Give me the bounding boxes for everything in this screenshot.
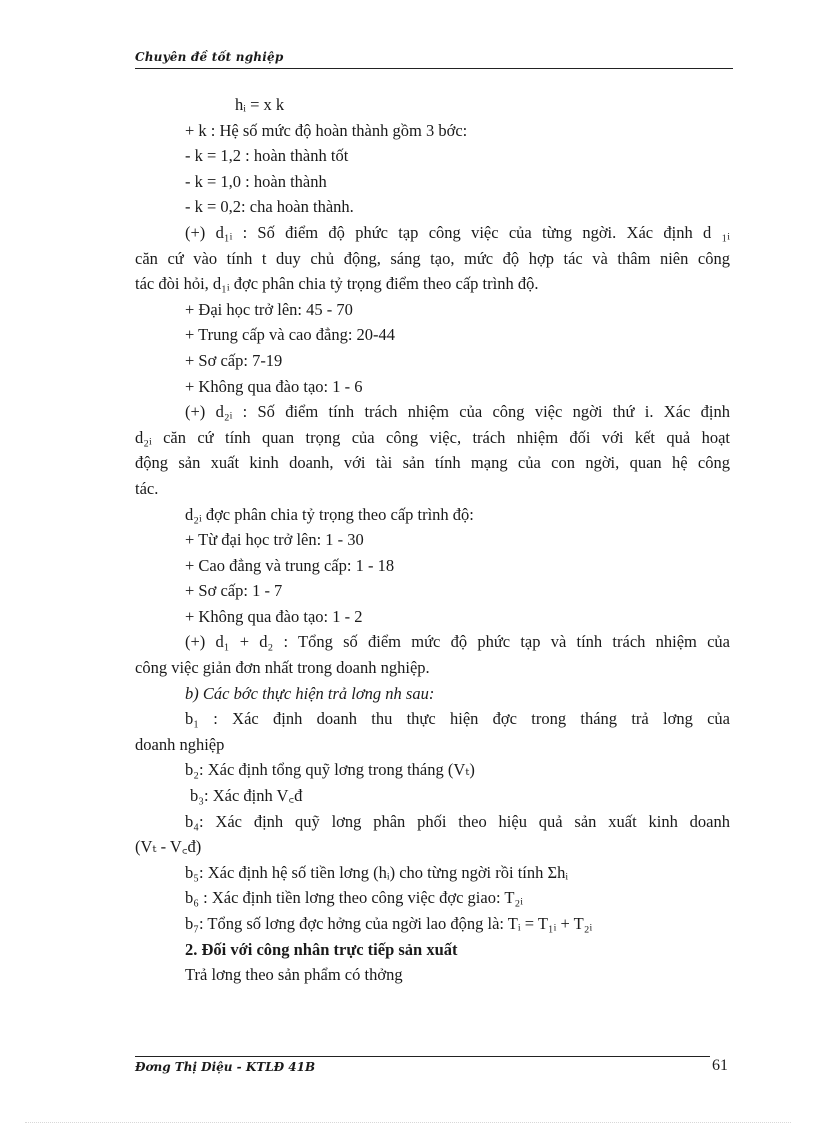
text-line: (+) d₁ᵢ : Số điểm độ phức tạp công việc của từng ngời. Xác định d ₁ᵢ bbox=[185, 222, 730, 242]
footer-rule bbox=[135, 1056, 710, 1057]
text-line: (+) d₁ + d₂ : Tổng số điểm mức độ phức tạp và tính trách nhiệm của bbox=[185, 632, 730, 652]
text-line: tác đòi hỏi, d₁ᵢ đợc phân chia tỷ trọng điểm theo cấp trình độ. bbox=[135, 274, 539, 294]
text-line: + Đại học trở lên: 45 - 70 bbox=[185, 299, 353, 319]
text-line: + Không qua đào tạo: 1 - 6 bbox=[185, 376, 363, 396]
text-line: b₃: Xác định V꜀đ bbox=[190, 786, 303, 806]
text-line: động sản xuất kinh doanh, với tài sản tính mạng của con ngời, quan hệ công bbox=[135, 453, 730, 473]
text-line: tác. bbox=[135, 478, 159, 498]
text-line: doanh nghiệp bbox=[135, 734, 225, 754]
page-header bbox=[135, 50, 733, 69]
text-line: căn cứ vào tính t duy chủ động, sáng tạo, mức độ hợp tác và thâm niên công bbox=[135, 248, 730, 268]
text-line: b₆ : Xác định tiền lơng theo công việc đợc giao: T₂ᵢ bbox=[185, 888, 523, 908]
text-line: + k : Hệ số mức độ hoàn thành gồm 3 bớc: bbox=[185, 120, 468, 140]
text-line: + Sơ cấp: 1 - 7 bbox=[185, 581, 283, 601]
text-line: + Không qua đào tạo: 1 - 2 bbox=[185, 606, 363, 626]
text-line: b₁ : Xác định doanh thu thực hiện đợc trong tháng trả lơng của bbox=[185, 709, 730, 729]
text-line: - k = 1,2 : hoàn thành tốt bbox=[185, 146, 349, 166]
text-line: - k = 1,0 : hoàn thành bbox=[185, 171, 327, 191]
footer-author: Đơng Thị Diệu - KTLĐ 41B bbox=[135, 1060, 316, 1074]
text-line: công việc giản đơn nhất trong doanh nghiệp. bbox=[135, 658, 430, 678]
text-line: + Cao đẳng và trung cấp: 1 - 18 bbox=[185, 555, 395, 575]
text-line: d₂ᵢ căn cứ tính quan trọng của công việc, trách nhiệm đối với kết quả hoạt bbox=[135, 427, 730, 447]
text-line: + Sơ cấp: 7-19 bbox=[185, 350, 283, 370]
text-line: b₂: Xác định tổng quỹ lơng trong tháng (Vₜ) bbox=[185, 760, 475, 780]
header-title: Chuyên đề tốt nghiệp bbox=[135, 50, 284, 64]
text-line: d₂ᵢ đợc phân chia tỷ trọng theo cấp trình độ: bbox=[185, 504, 474, 524]
text-line: + Từ đại học trở lên: 1 - 30 bbox=[185, 530, 364, 550]
text-line: Trả lơng theo sản phẩm có thởng bbox=[185, 965, 403, 985]
text-line: - k = 0,2: cha hoàn thành. bbox=[185, 197, 354, 217]
text-line: b₄: Xác định quỹ lơng phân phối theo hiệu quả sản xuất kinh doanh bbox=[185, 811, 730, 831]
text-line: + Trung cấp và cao đẳng: 20-44 bbox=[185, 325, 396, 345]
text-line: b₇: Tổng số lơng đợc hởng của ngời lao động là: Tᵢ = T₁ᵢ + T₂ᵢ bbox=[185, 914, 593, 933]
text-line: (+) d₂ᵢ : Số điểm tính trách nhiệm của công việc ngời thứ i. Xác định bbox=[185, 402, 730, 422]
page-number: 61 bbox=[712, 1057, 728, 1074]
text-line: (Vₜ - V꜀đ) bbox=[135, 837, 202, 857]
section-subheading: b) Các bớc thực hiện trả lơng nh sau: bbox=[185, 683, 435, 703]
document-body bbox=[135, 92, 730, 988]
text-line: hᵢ = x k bbox=[235, 95, 285, 114]
section-heading: 2. Đối với công nhân trực tiếp sản xuất bbox=[185, 939, 458, 959]
text-line: b₅: Xác định hệ số tiền lơng (hᵢ) cho từng ngời rồi tính Σhᵢ bbox=[185, 862, 569, 882]
